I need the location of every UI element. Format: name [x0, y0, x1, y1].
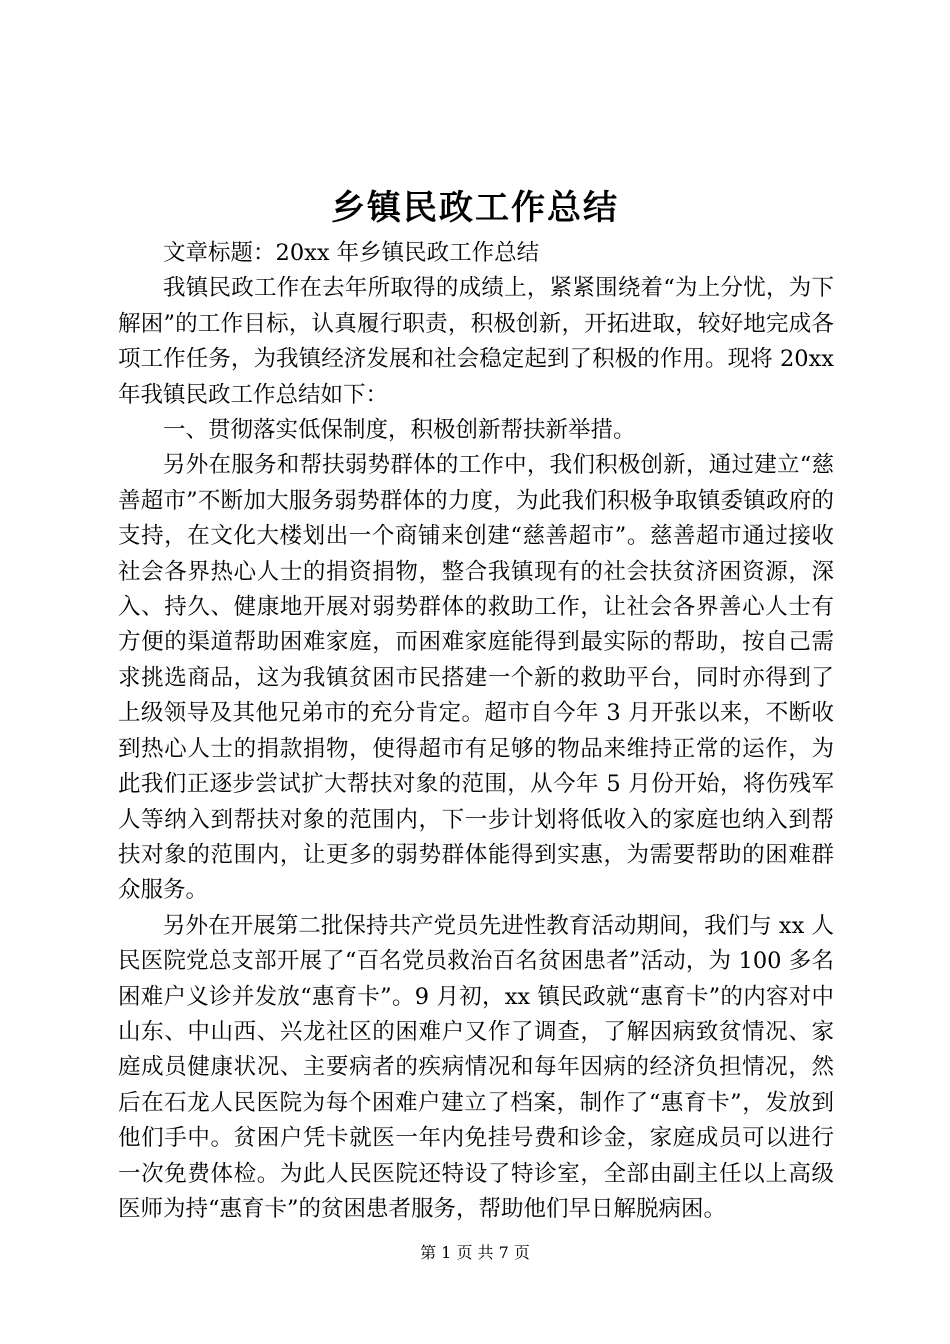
section-heading: 一、贯彻落实低保制度，积极创新帮扶新举措。 [163, 417, 636, 444]
document-title: 乡镇民政工作总结 [331, 188, 619, 228]
charity-supermarket-paragraph: 另外在服务和帮扶弱势群体的工作中，我们积极创新，通过建立“慈善超市”不断加大服务弱势群体的力度，为此我们积极争取镇委镇政府的支持，在文化大楼划出一个商铺来创建“慈善超市”。慈善超市通过接收社会各界热心人士的捐资捐物，整合我镇现有的社会扶贫济困资源，深入、持久、健康地开展对弱势群体的救助工作，让社会各界善心人士有方便的渠道帮助困难家庭，而困难家庭能得到最实际的帮助，按自己需求挑选商品，这为我镇贫困市民搭建一个新的救助平台，同时亦得到了上级领导及其他兄弟市的充分肯定。超市自今年 3 月开张以来，不断收到热心人士的捐款捐物，使得超市有足够的物品来维持正常的运作，为此我们正逐步尝试扩大帮扶对象的范围，从今年 5 月份开始，将伤残军人等纳入到帮扶对象的范围内，下一步计划将低收入的家庭也纳入到帮扶对象的范围内，让更多的弱势群体能得到实惠，为需要帮助的困难群众服务。 [118, 452, 834, 904]
medical-card-paragraph: 另外在开展第二批保持共产党员先进性教育活动期间，我们与 xx 人民医院党总支部开展了“百名党员救治百名贫困患者”活动，为 100 多名困难户义诊并发放“惠育卡”。9 月初，xx 镇民政就“惠育卡”的内容对中山东、中山西、兴龙社区的困难户又作了调查，了解因病致贫情况、家庭成员健康状况、主要病者的疾病情况和每年因病的经济负担情况，然后在石龙人民医院为每个困难户建立了档案，制作了“惠育卡”，发放到他们手中。贫困户凭卡就医一年内免挂号费和诊金，家庭成员可以进行一次免费体检。为此人民医院还特设了特诊室，全部由副主任以上高级医师为持“惠育卡”的贫困患者服务，帮助他们早日解脱病困。 [118, 912, 834, 1222]
document-body [118, 236, 834, 1227]
article-title-line: 文章标题：20xx 年乡镇民政工作总结 [163, 240, 540, 266]
intro-paragraph: 我镇民政工作在去年所取得的成绩上，紧紧围绕着“为上分忧，为下解困”的工作目标，认真履行职责，积极创新，开拓进取，较好地完成各项工作任务，为我镇经济发展和社会稳定起到了积极的作用。现将 20xx 年我镇民政工作总结如下： [118, 275, 834, 408]
page-footer: 第 1 页 共 7 页 [420, 1243, 530, 1262]
